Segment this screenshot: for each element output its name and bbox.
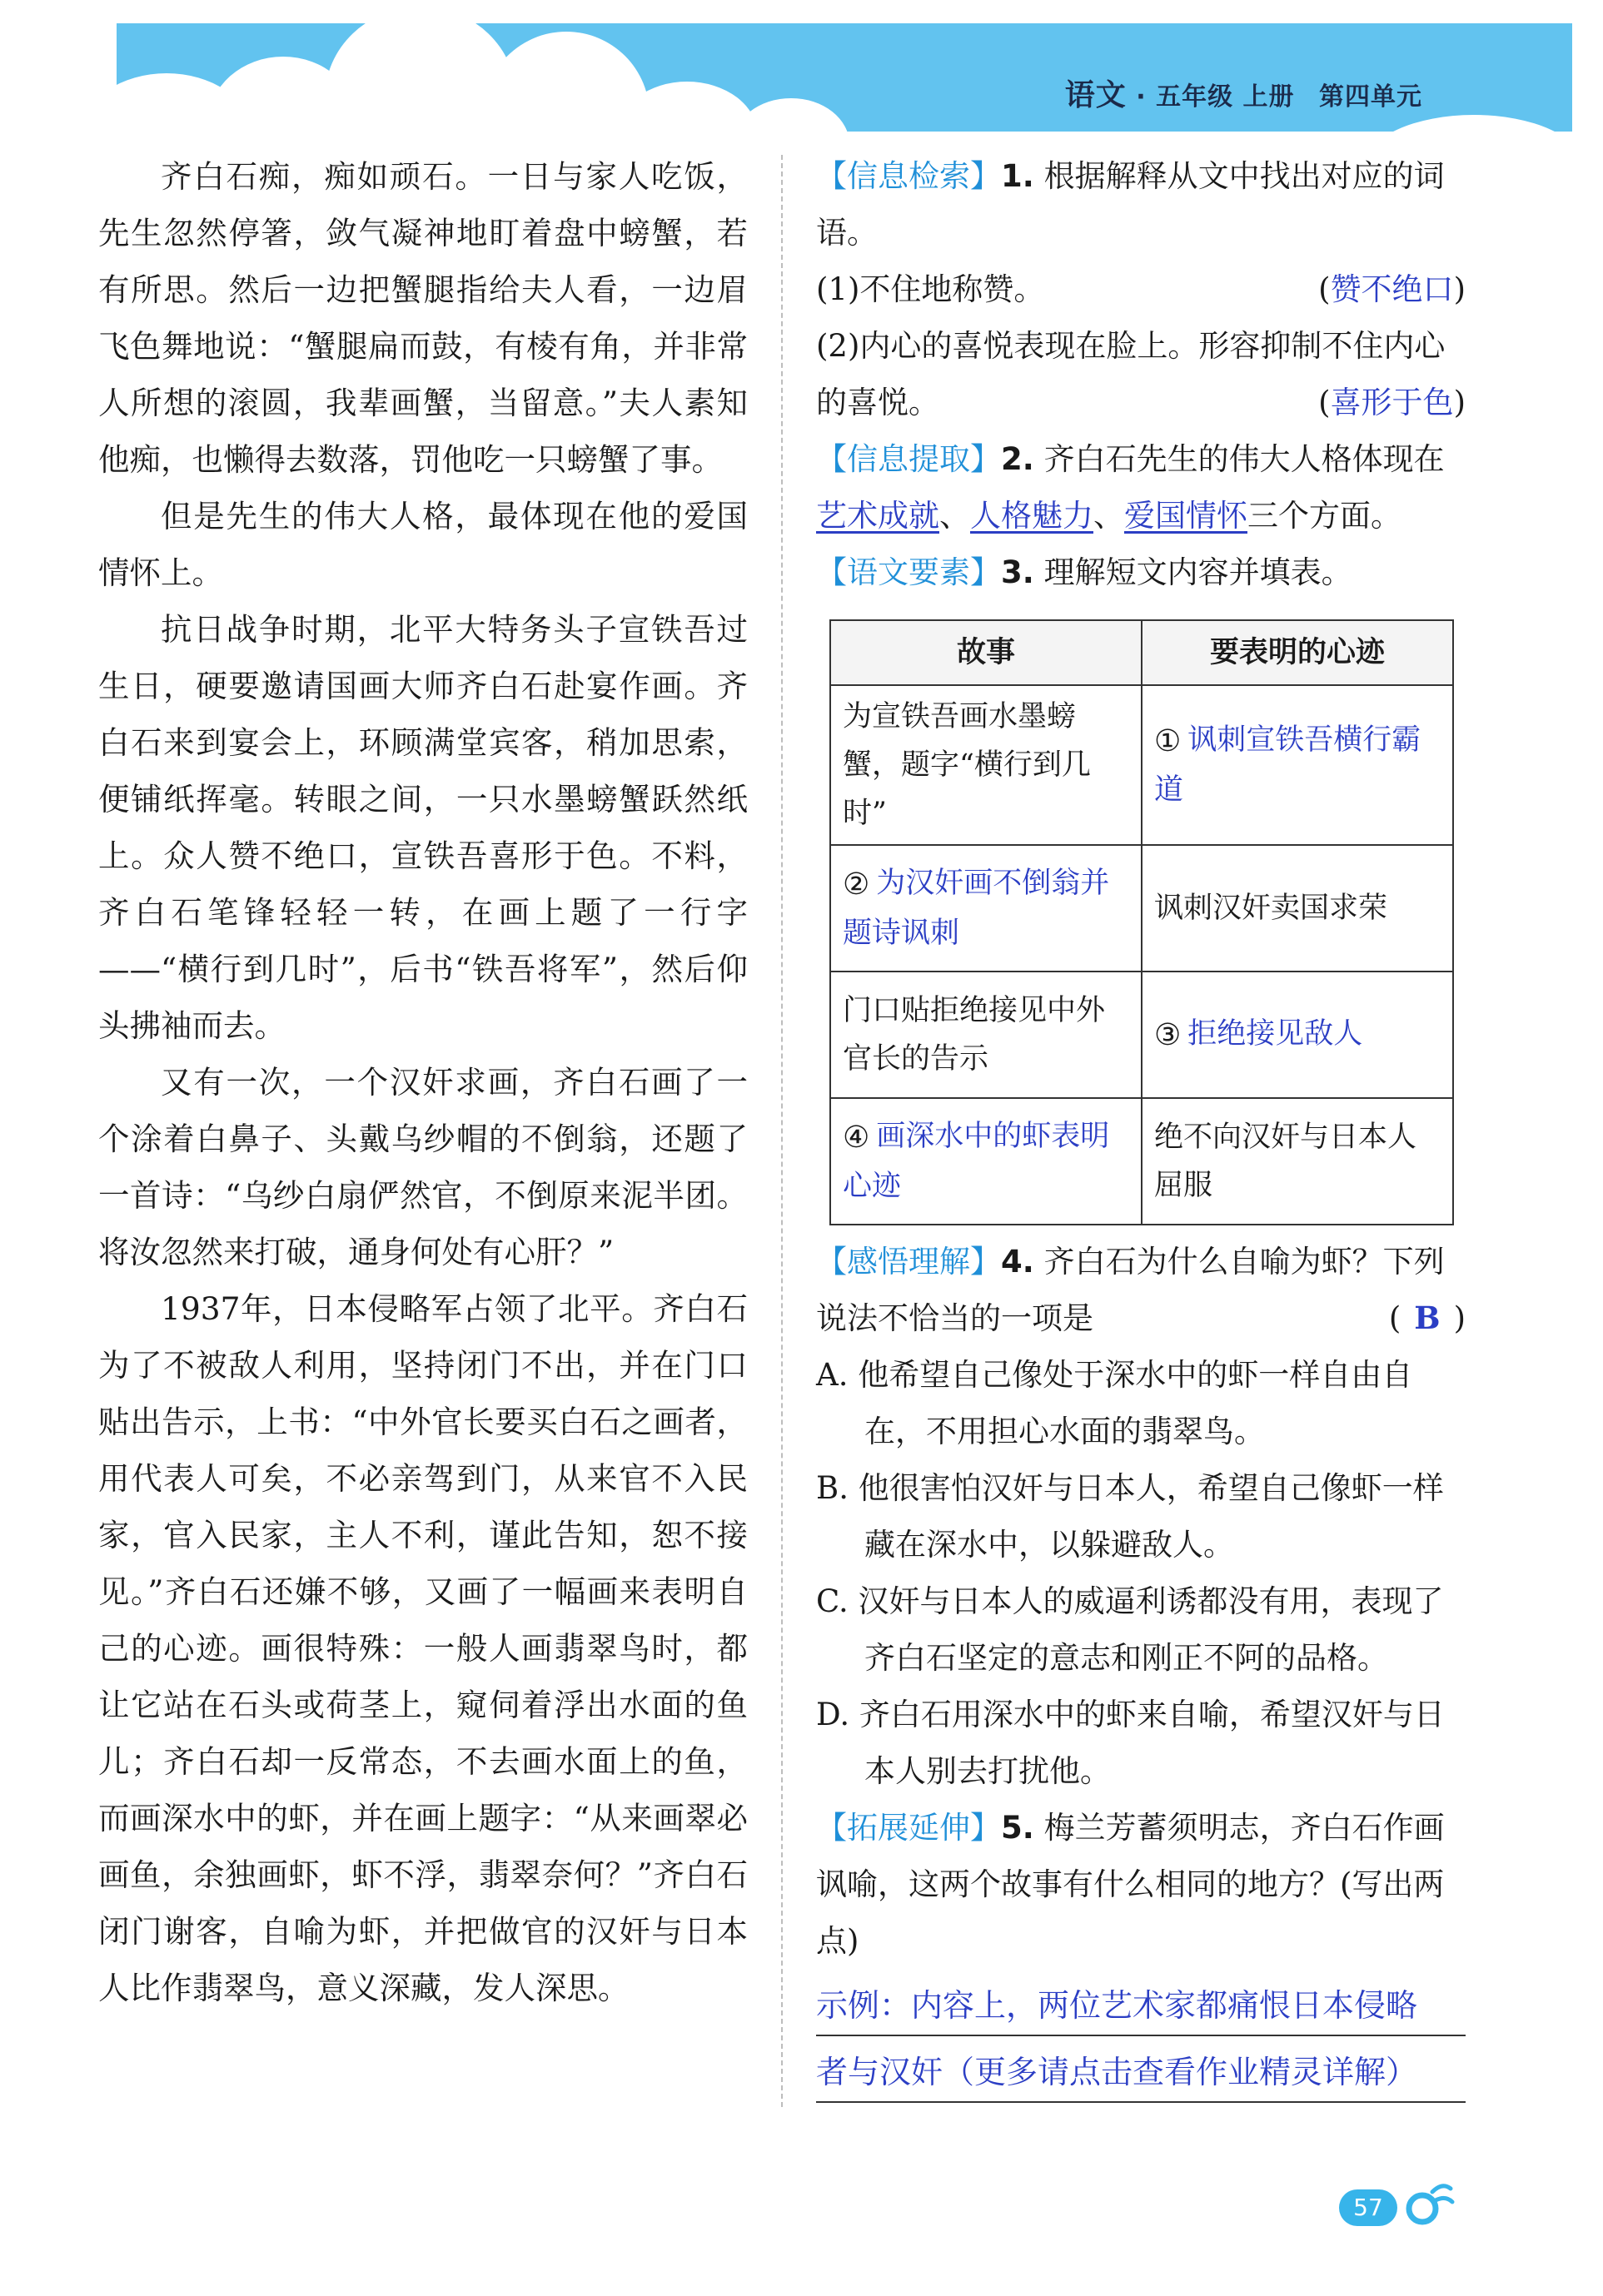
header-volume: 上册 <box>1242 82 1295 112</box>
story-text: 为宣铁吾画水墨螃蟹，题字“横行到几时” <box>843 700 1091 830</box>
q4-tag: 【感悟理解】 <box>816 1244 1001 1280</box>
q2-text: 齐白石先生的伟大人格体现在 <box>1043 441 1445 477</box>
q3-table <box>829 619 1454 1225</box>
q4-option-d: D. 齐白石用深水中的虾来自喻，希望汉奸与日本人别去打扰他。 <box>816 1697 1445 1789</box>
q2-number: 2. <box>1001 441 1034 477</box>
q1-tag: 【信息检索】 <box>816 158 1001 194</box>
q1-number: 1. <box>1001 158 1034 194</box>
passage-paragraph: 抗日战争时期，北平大特务头子宣铁吾过生日，硬要邀请国画大师齐白石赴宴作画。齐白石来到宴会上，环顾满堂宾客，稍加思索，便铺纸挥毫。转眼之间，一只水墨螃蟹跃然纸上。众人赞不绝口，宣铁吾喜形于色。不料，齐白石笔锋轻轻一转，在画上题了一行字——“横行到几时”，后书“铁吾将军”，然后仰头拂袖而去。 <box>98 611 748 1044</box>
table-cell <box>1142 685 1453 845</box>
question-3 <box>816 544 1466 1225</box>
q1-item-answer-box <box>1318 261 1466 318</box>
q1-item-text: (2)内心的喜悦表现在脸上。形容抑制不住内心的喜悦。 <box>816 328 1446 420</box>
paren-open: ( <box>1318 385 1331 420</box>
table-answer: 为汉奸画不倒翁并题诗讽刺 <box>843 867 1110 950</box>
cloud-shape <box>1366 115 1572 132</box>
header-subject: 语文 <box>1064 78 1127 112</box>
q4-option-a: A. 他希望自己像处于深水中的虾一样自由自在，不用担心水面的翡翠鸟。 <box>816 1357 1413 1449</box>
q4-option-b: B. 他很害怕汉奸与日本人，希望自己像虾一样藏在深水中，以躲避敌人。 <box>816 1470 1444 1563</box>
cloud-shape <box>733 98 849 132</box>
q2-suffix: 三个方面。 <box>1247 498 1401 534</box>
page-swirl-icon <box>1399 2177 1457 2235</box>
q1-text: 根据解释从文中找出对应的词语。 <box>816 158 1445 251</box>
header-dot: · <box>1136 82 1147 112</box>
table-header: 要表明的心迹 <box>1142 620 1453 685</box>
table-cell <box>1142 845 1453 972</box>
table-cell <box>830 1098 1142 1225</box>
answer-marker: ② <box>843 867 870 902</box>
q2-answer: 人格魅力 <box>970 498 1093 534</box>
question-1 <box>816 148 1466 431</box>
q4-number: 4. <box>1001 1244 1034 1280</box>
q3-tag: 【语文要素】 <box>816 554 1001 590</box>
paren-close: ) <box>1453 385 1466 420</box>
q4-answer: B <box>1414 1300 1441 1336</box>
q2-tag: 【信息提取】 <box>816 441 1001 477</box>
heart-text: 绝不向汉奸与日本人屈服 <box>1154 1121 1417 1202</box>
header-banner <box>117 23 1572 132</box>
header-title <box>1065 72 1422 114</box>
q1-item <box>816 261 1466 318</box>
paren-open: ( <box>1388 1300 1401 1336</box>
header-grade: 五年级 <box>1156 82 1234 112</box>
header-unit: 第四单元 <box>1319 82 1422 112</box>
table-cell <box>1142 972 1453 1098</box>
answer-marker: ④ <box>843 1120 870 1155</box>
q5-answer-line: 者与汉奸（更多请点击查看作业精灵详解） <box>816 2036 1466 2103</box>
passage-paragraph: 但是先生的伟大人格，最体现在他的爱国情怀上。 <box>98 498 748 591</box>
q1-answer: 喜形于色 <box>1330 385 1454 420</box>
table-answer: 拒绝接见敌人 <box>1187 1017 1363 1051</box>
column-divider <box>781 155 783 2107</box>
table-cell <box>830 845 1142 972</box>
answer-marker: ③ <box>1154 1017 1182 1052</box>
passage-paragraph: 1937年，日本侵略军占领了北平。齐白石为了不被敌人利用，坚持闭门不出，并在门口贴出告示，上书：“中外官长要买白石之画者，用代表人可矣，不必亲驾到门，从来官不入民家，官入民家，主人不利，谨此告知，恕不接见。”齐白石还嫌不够，又画了一幅画来表明自己的心迹。画很特殊：一般人画翡翠鸟时，都让它站在石头或荷茎上，窥伺着浮出水面的鱼儿；齐白石却一反常态，不去画水面上的鱼，而画深水中的虾，并在画上题字：“从来画翠必画鱼，余独画虾，虾不浮，翡翠奈何？”齐白石闭门谢客，自喻为虾，并把做官的汉奸与日本人比作翡翠鸟，意义深藏，发人深思。 <box>98 1290 748 2006</box>
passage <box>98 148 748 2016</box>
q5-text: 梅兰芳蓄须明志，齐白石作画讽喻，这两个故事有什么相同的地方？(写出两点) <box>816 1810 1445 1959</box>
table-row <box>830 685 1453 845</box>
question-5 <box>816 1800 1466 2103</box>
q4-text: 齐白石为什么自喻为虾？下列说法不恰当的一项是 <box>816 1244 1445 1336</box>
question-2 <box>816 431 1466 544</box>
q2-separator: 、 <box>1093 498 1124 534</box>
q2-answer: 爱国情怀 <box>1124 498 1247 534</box>
passage-paragraph: 齐白石痴，痴如顽石。一日与家人吃饭，先生忽然停箸，敛气凝神地盯着盘中螃蟹，若有所思。然后一边把蟹腿指给夫人看，一边眉飞色舞地说：“蟹腿扁而鼓，有棱有角，并非常人所想的滚圆，我辈画蟹，当留意。”夫人素知他痴，也懒得去数落，罚他吃一只螃蟹了事。 <box>98 158 748 478</box>
story-text: 门口贴拒绝接见中外官长的告示 <box>843 994 1106 1076</box>
paren-close: ) <box>1453 1300 1466 1336</box>
q1-answer: 赞不绝口 <box>1330 271 1454 307</box>
q1-item-answer-box <box>1310 375 1466 431</box>
table-row <box>830 972 1453 1098</box>
q4-option-c: C. 汉奸与日本人的威逼利诱都没有用，表现了齐白石坚定的意志和刚正不阿的品格。 <box>816 1583 1444 1676</box>
table-cell <box>1142 1098 1453 1225</box>
table-row <box>830 845 1453 972</box>
answer-marker: ① <box>1154 723 1182 758</box>
table-row <box>830 1098 1453 1225</box>
passage-paragraph: 又有一次，一个汉奸求画，齐白石画了一个涂着白鼻子、头戴乌纱帽的不倒翁，还题了一首诗：“乌纱白扇俨然官，不倒原来泥半团。将汝忽然来打破，通身何处有心肝？” <box>98 1064 748 1270</box>
q5-answer-line: 示例：内容上，两位艺术家都痛恨日本侵略 <box>816 1970 1466 2036</box>
q3-number: 3. <box>1001 554 1034 590</box>
q2-answer: 艺术成就 <box>816 498 939 534</box>
q2-separator: 、 <box>939 498 970 534</box>
questions <box>816 148 1466 2103</box>
table-cell <box>830 972 1142 1098</box>
table-header-row <box>830 620 1453 685</box>
table-answer: 讽刺宣铁吾横行霸道 <box>1154 723 1421 807</box>
table-cell <box>830 685 1142 845</box>
q1-item-text: (1)不住地称赞。 <box>816 271 1045 307</box>
paren-close: ) <box>1453 271 1466 307</box>
question-4 <box>816 1234 1466 1800</box>
page-number: 57 <box>1339 2189 1397 2226</box>
table-header: 故事 <box>830 620 1142 685</box>
q5-tag: 【拓展延伸】 <box>816 1810 1001 1846</box>
q4-answer-box <box>1381 1290 1466 1347</box>
paren-open: ( <box>1318 271 1331 307</box>
q1-item <box>816 318 1466 431</box>
heart-text: 讽刺汉奸卖国求荣 <box>1154 892 1388 925</box>
q5-number: 5. <box>1001 1810 1034 1846</box>
table-answer: 画深水中的虾表明心迹 <box>843 1120 1110 1203</box>
q3-text: 理解短文内容并填表。 <box>1043 554 1352 590</box>
